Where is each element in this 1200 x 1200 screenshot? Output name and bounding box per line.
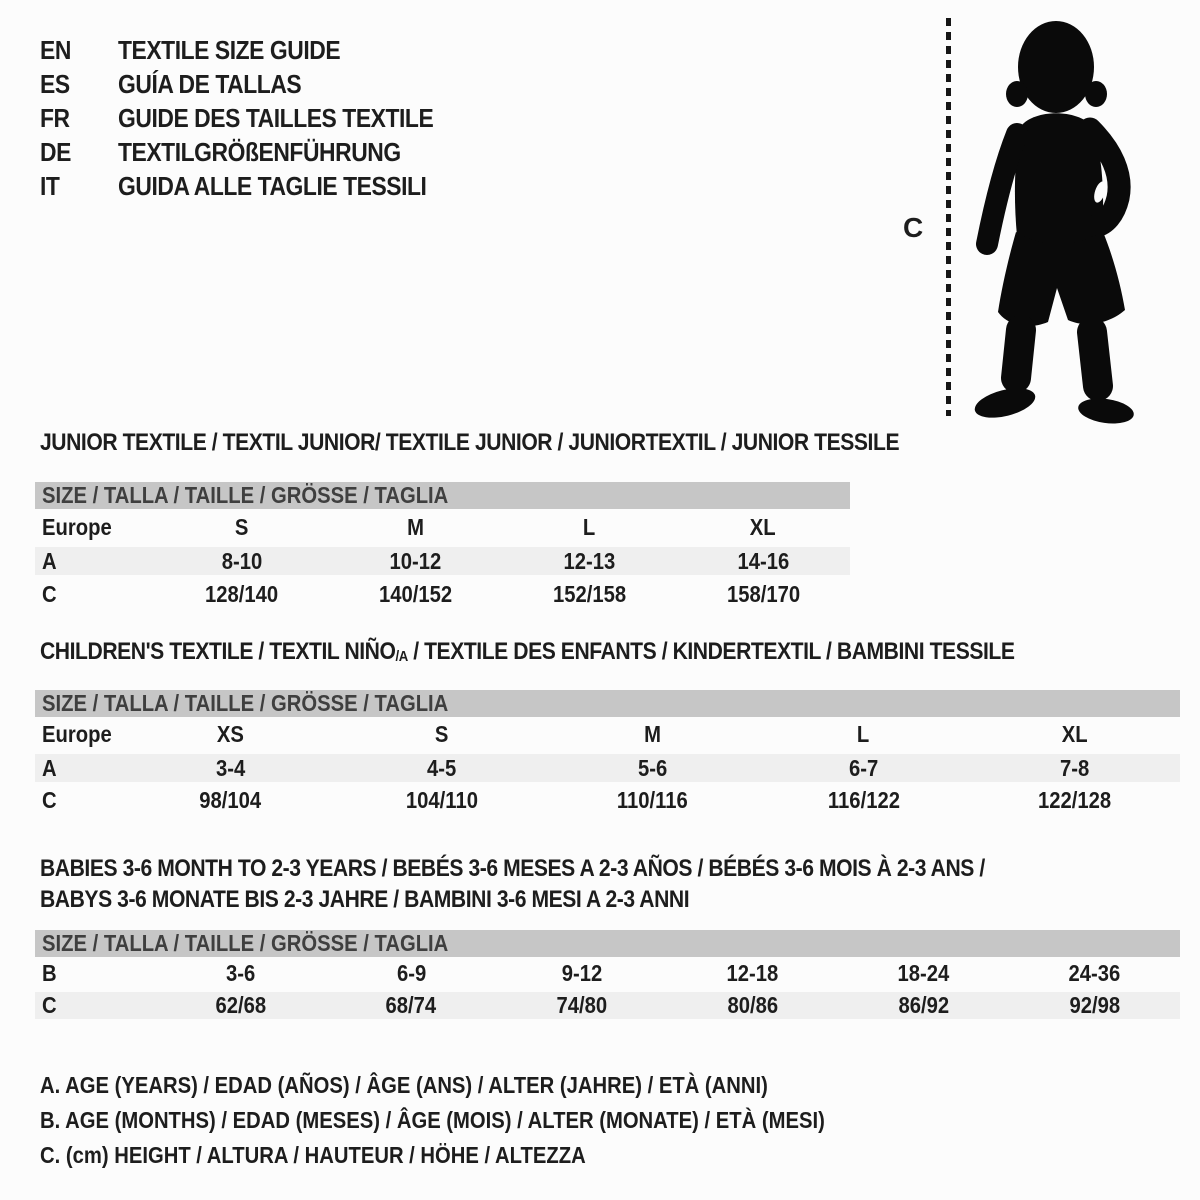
- height-marker-label: C: [903, 212, 924, 243]
- language-code-text: DE: [40, 136, 71, 167]
- language-label: GUIDA ALLE TAGLIE TESSILI: [118, 170, 427, 201]
- children-table-header: [35, 690, 1180, 717]
- height-cell: 86/92: [898, 992, 950, 1018]
- size-cell: L: [583, 513, 596, 540]
- language-code: [40, 171, 118, 202]
- age-cell: 6-7: [848, 754, 879, 781]
- size-cell: XS: [216, 721, 245, 747]
- size-cell: M: [644, 721, 661, 747]
- height-cell: 92/98: [1069, 992, 1120, 1018]
- height-cell: 128/140: [205, 580, 279, 607]
- junior-table-header: [35, 482, 850, 509]
- junior-size-table: [35, 482, 850, 611]
- height-cell: 62/68: [215, 992, 266, 1018]
- junior-row-europe: [35, 509, 850, 545]
- children-row-height: [35, 784, 1180, 817]
- babies-table-header: [35, 930, 1180, 957]
- silhouette-shorts: [998, 232, 1125, 326]
- months-cell: 12-18: [727, 960, 779, 986]
- language-code-text: FR: [40, 102, 70, 133]
- children-heading-sub: /A: [395, 648, 408, 665]
- legend-line-c: [40, 1138, 932, 1173]
- age-cell: 4-5: [426, 754, 457, 781]
- silhouette-head: [1018, 21, 1094, 113]
- language-label: TEXTILE SIZE GUIDE: [118, 34, 341, 65]
- silhouette-left-ear: [1006, 81, 1028, 107]
- row-label: C: [42, 787, 57, 813]
- row-label: C: [42, 580, 57, 607]
- language-code: [40, 69, 118, 100]
- toddler-silhouette-image: [963, 12, 1143, 432]
- height-cell: 74/80: [556, 992, 608, 1018]
- legend-text-height-cm: C. (cm) HEIGHT / ALTURA / HAUTEUR / HÖHE / ALTEZZA: [40, 1142, 586, 1168]
- babies-row-height: [35, 990, 1180, 1021]
- row-label: A: [42, 547, 57, 574]
- row-label: Europe: [42, 513, 112, 540]
- age-cell: 14-16: [737, 547, 790, 574]
- silhouette-left-arm: [987, 134, 1017, 244]
- height-cell: 98/104: [199, 787, 262, 813]
- babies-heading-line2: BABYS 3-6 MONATE BIS 2-3 JAHRE / BAMBINI 3-6 MESI A 2-3 ANNI: [40, 886, 690, 913]
- size-cell: S: [434, 721, 449, 747]
- months-cell: 24-36: [1068, 960, 1121, 986]
- children-row-age: [35, 752, 1180, 784]
- junior-heading-text: JUNIOR TEXTILE / TEXTIL JUNIOR/ TEXTILE JUNIOR / JUNIORTEXTIL / JUNIOR TESSILE: [40, 429, 900, 456]
- age-cell: 3-4: [215, 754, 246, 781]
- height-cell: 116/122: [827, 787, 900, 813]
- size-cell: XL: [750, 513, 777, 540]
- height-cell: 68/74: [385, 992, 437, 1018]
- size-cell: XL: [1061, 721, 1088, 747]
- language-label: TEXTILGRÖßENFÜHRUNG: [118, 136, 401, 167]
- children-row-europe: [35, 717, 1180, 752]
- height-cell: 80/86: [727, 992, 779, 1018]
- row-label: C: [42, 992, 57, 1018]
- language-row-de: [40, 135, 476, 169]
- language-title-block: [40, 33, 476, 203]
- children-size-table: [35, 690, 1180, 817]
- height-cell: 158/170: [726, 580, 800, 607]
- age-cell: 7-8: [1059, 754, 1090, 781]
- age-cell: 10-12: [389, 547, 442, 574]
- silhouette-right-foot: [1077, 395, 1136, 427]
- size-cell: S: [235, 513, 249, 540]
- children-heading-text: [40, 638, 1015, 666]
- babies-heading-line1: BABIES 3-6 MONTH TO 2-3 YEARS / BEBÉS 3-6 MESES A 2-3 AÑOS / BÉBÉS 3-6 MOIS À 2-3 ANS /: [40, 855, 985, 882]
- age-cell: 8-10: [221, 547, 263, 574]
- size-cell: M: [407, 513, 425, 540]
- silhouette-right-ear: [1085, 81, 1107, 107]
- age-cell: 12-13: [563, 547, 616, 574]
- babies-size-table: [35, 930, 1180, 1021]
- size-header-text: SIZE / TALLA / TAILLE / GRÖSSE / TAGLIA: [42, 690, 449, 716]
- legend-line-b: [40, 1103, 932, 1138]
- children-heading-post: / TEXTILE DES ENFANTS / KINDERTEXTIL / BAMBINI TESSILE: [407, 638, 1015, 665]
- legend-line-a: [40, 1068, 932, 1103]
- children-section-heading: [40, 638, 1147, 666]
- age-cell: 5-6: [637, 754, 668, 781]
- months-cell: 18-24: [897, 960, 950, 986]
- language-row-en: [40, 33, 476, 67]
- height-cell: 104/110: [405, 787, 478, 813]
- babies-row-months: [35, 957, 1180, 990]
- height-cell: 122/128: [1037, 787, 1112, 813]
- language-label: GUÍA DE TALLAS: [118, 68, 302, 99]
- junior-row-height: [35, 577, 850, 611]
- months-cell: 3-6: [225, 960, 256, 986]
- junior-section-heading: [40, 429, 1016, 457]
- language-code-text: ES: [40, 68, 70, 99]
- size-header-text: SIZE / TALLA / TAILLE / GRÖSSE / TAGLIA: [42, 930, 449, 956]
- row-label: Europe: [42, 721, 112, 747]
- months-cell: 6-9: [396, 960, 426, 986]
- row-label: B: [42, 960, 57, 986]
- size-cell: L: [857, 721, 870, 747]
- height-cell: 152/158: [552, 580, 626, 607]
- height-measure-dashed-line: [946, 18, 951, 416]
- silhouette-left-foot: [972, 383, 1038, 423]
- height-cell: 110/116: [617, 787, 688, 813]
- language-row-fr: [40, 101, 476, 135]
- silhouette-right-leg: [1092, 332, 1098, 386]
- legend-text-age-months: B. AGE (MONTHS) / EDAD (MESES) / ÂGE (MOIS) / ALTER (MONATE) / ETÀ (MESI): [40, 1107, 825, 1133]
- language-code: [40, 35, 118, 66]
- legend-block: [40, 1068, 932, 1173]
- silhouette-left-leg: [1016, 330, 1021, 378]
- junior-row-age: [35, 545, 850, 577]
- children-heading-pre: CHILDREN'S TEXTILE / TEXTIL NIÑO: [40, 638, 396, 665]
- language-row-es: [40, 67, 476, 101]
- height-cell: 140/152: [379, 580, 453, 607]
- language-row-it: [40, 169, 476, 203]
- row-label: A: [42, 754, 57, 781]
- language-label: GUIDE DES TAILLES TEXTILE: [118, 102, 434, 133]
- language-code: [40, 103, 118, 134]
- months-cell: 9-12: [561, 960, 603, 986]
- language-code: [40, 137, 118, 168]
- babies-section-heading: [40, 853, 1114, 915]
- language-code-text: IT: [40, 170, 60, 201]
- legend-text-age-years: A. AGE (YEARS) / EDAD (AÑOS) / ÂGE (ANS) / ALTER (JAHRE) / ETÀ (ANNI): [40, 1072, 768, 1098]
- size-header-text: SIZE / TALLA / TAILLE / GRÖSSE / TAGLIA: [42, 482, 449, 508]
- language-code-text: EN: [40, 34, 71, 65]
